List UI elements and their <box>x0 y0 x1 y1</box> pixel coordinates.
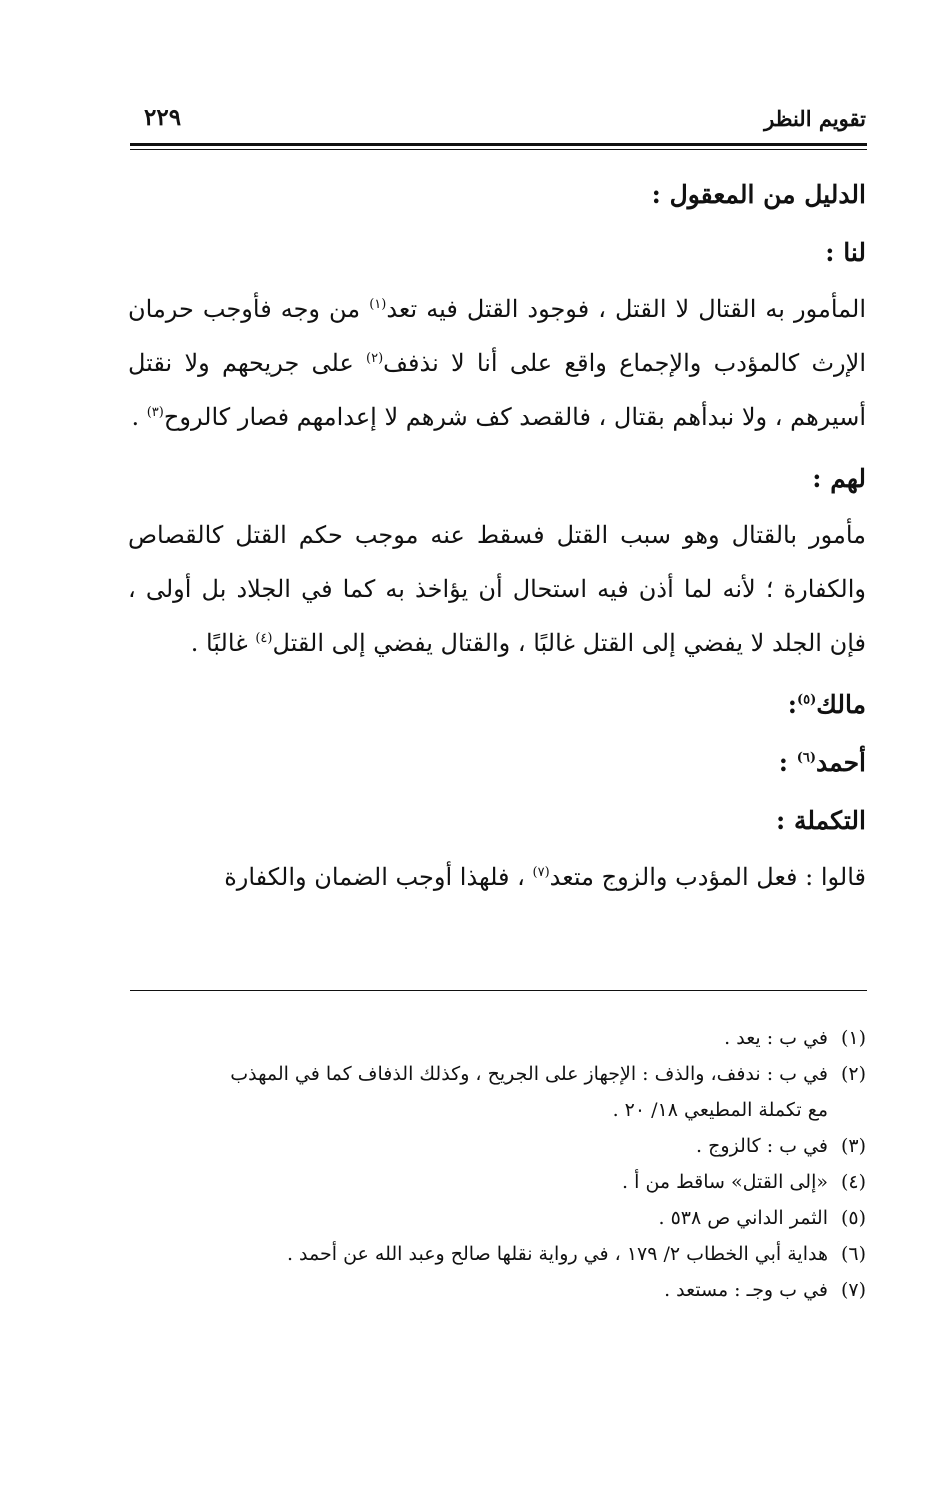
footnote-ref-5: (٥) <box>797 692 817 708</box>
footnote-ref-3: (٣) <box>146 405 164 420</box>
footnote-6: (٦)هداية أبي الخطاب ٢/ ١٧٩ ، في رواية نقلها صالح وعبد الله عن أحمد . <box>286 1243 866 1265</box>
paragraph-takmila: قالوا : فعل المؤدب والزوج متعد$^{(٧)}$ ، فلهذا أوجب الضمان والكفارة <box>224 863 866 891</box>
heading-lana: لنا : <box>825 238 866 267</box>
footnote-ref-2: (٢) <box>366 351 384 366</box>
footnote-7: (٧)في ب وجـ : مستعد . <box>664 1279 866 1301</box>
footnote-ref-7: (٧) <box>532 865 550 880</box>
footnote-ref-6: (٦) <box>796 750 817 766</box>
footnote-1: (١)في ب : يعد . <box>724 1027 866 1049</box>
header-rule-thin <box>130 149 867 150</box>
heading-malik: مالك$^{(٥)}$: <box>787 690 866 719</box>
footnote-ref-4: (٤) <box>255 631 273 646</box>
book-title: تقويم النظر <box>764 106 866 131</box>
footnote-5: (٥)الثمر الداني ص ٥٣٨ . <box>658 1207 866 1229</box>
footnote-2-continuation: مع تكملة المطيعي ١٨/ ٢٠ . <box>612 1099 828 1121</box>
paragraph-lahum: مأمور بالقتال وهو سبب القتل فسقط عنه موجب حكم القتل كالقصاص والكفارة ؛ لأنه لما أذن فيه استحال أن يؤاخذ به كما في الجلاد بل أولى ، فإن الجلد لا يفضي إلى القتل غالبًا ، والقتال يفضي إلى القتل$^{(٤)}$ غالبًا . <box>128 521 867 657</box>
main-text <box>128 166 866 904</box>
heading-ahmad: أحمد$^{(٦)}$ : <box>778 748 866 777</box>
paragraph-lana: المأمور به القتال لا القتل ، فوجود القتل فيه تعد$^{(١)}$ من وجه فأوجب حرمان الإرث كالمؤدب والإجماع واقع على أنا لا نذفف$^{(٢)}$ على جريحهم ولا نقتل أسيرهم ، ولا نبدأهم بقتال ، فالقصد كف شرهم لا إعدامهم فصار كالروح$^{(٣)}$ . <box>128 295 866 431</box>
heading-rational-evidence: الدليل من المعقول : <box>651 180 866 209</box>
footnote-separator <box>130 990 867 991</box>
footnote-4: (٤)«إلى القتل» ساقط من أ . <box>622 1171 866 1193</box>
footnotes <box>128 1020 866 1308</box>
footnote-3: (٣)في ب : كالزوج . <box>696 1135 866 1157</box>
footnote-2: (٢)في ب : ندفف، والذف : الإجهاز على الجريح ، وكذلك الذفاف كما في المهذب <box>230 1063 866 1085</box>
heading-takmila: التكملة : <box>776 806 866 835</box>
header-rule-thick <box>130 143 867 146</box>
heading-lahum: لهم : <box>812 464 866 493</box>
page-number: ٢٢٩ <box>144 104 182 131</box>
footnote-ref-1: (١) <box>369 297 387 312</box>
running-header <box>132 100 866 140</box>
